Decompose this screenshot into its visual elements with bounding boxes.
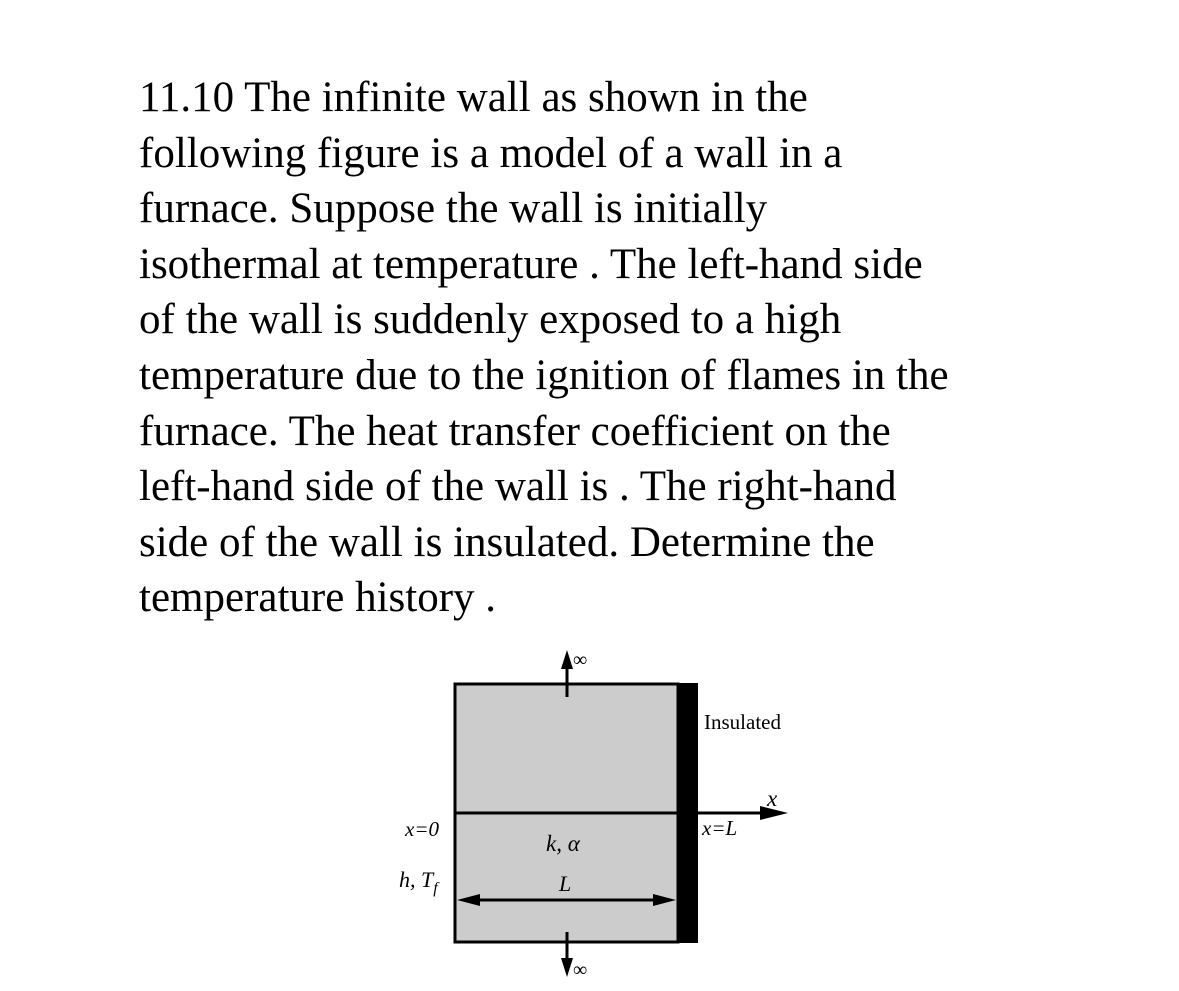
length-label: L — [559, 871, 572, 896]
x-zero-label: x=0 — [405, 817, 439, 841]
insulated-label: Insulated — [704, 710, 781, 734]
convection-label-main: h, T — [399, 867, 434, 892]
problem-line: following figure is a model of a wall in a — [139, 129, 843, 177]
material-label: k, α — [546, 831, 580, 856]
problem-line: temperature due to the ignition of flames in the — [139, 351, 949, 399]
problem-line: isothermal at temperature . The left-hand side — [139, 240, 923, 288]
convection-label-subscript: f — [433, 880, 438, 897]
problem-line: left-hand side of the wall is . The right-hand — [139, 463, 897, 511]
convection-label — [399, 867, 440, 897]
problem-line: furnace. Suppose the wall is initially — [139, 185, 768, 233]
x-axis-label: x — [767, 786, 778, 811]
problem-line: temperature history . — [139, 574, 497, 622]
bottom-arrowhead — [561, 958, 573, 977]
problem-line: furnace. The heat transfer coefficient on the — [139, 407, 891, 455]
problem-line: 11.10 The infinite wall as shown in the — [139, 74, 808, 121]
problem-line: side of the wall is insulated. Determine the — [139, 518, 875, 566]
x-L-label: x=L — [702, 816, 738, 840]
top-arrowhead — [561, 650, 573, 669]
top-infinity-symbol: ∞ — [573, 649, 588, 671]
bottom-infinity-symbol: ∞ — [573, 959, 588, 981]
problem-line: of the wall is suddenly exposed to a high — [139, 296, 842, 344]
